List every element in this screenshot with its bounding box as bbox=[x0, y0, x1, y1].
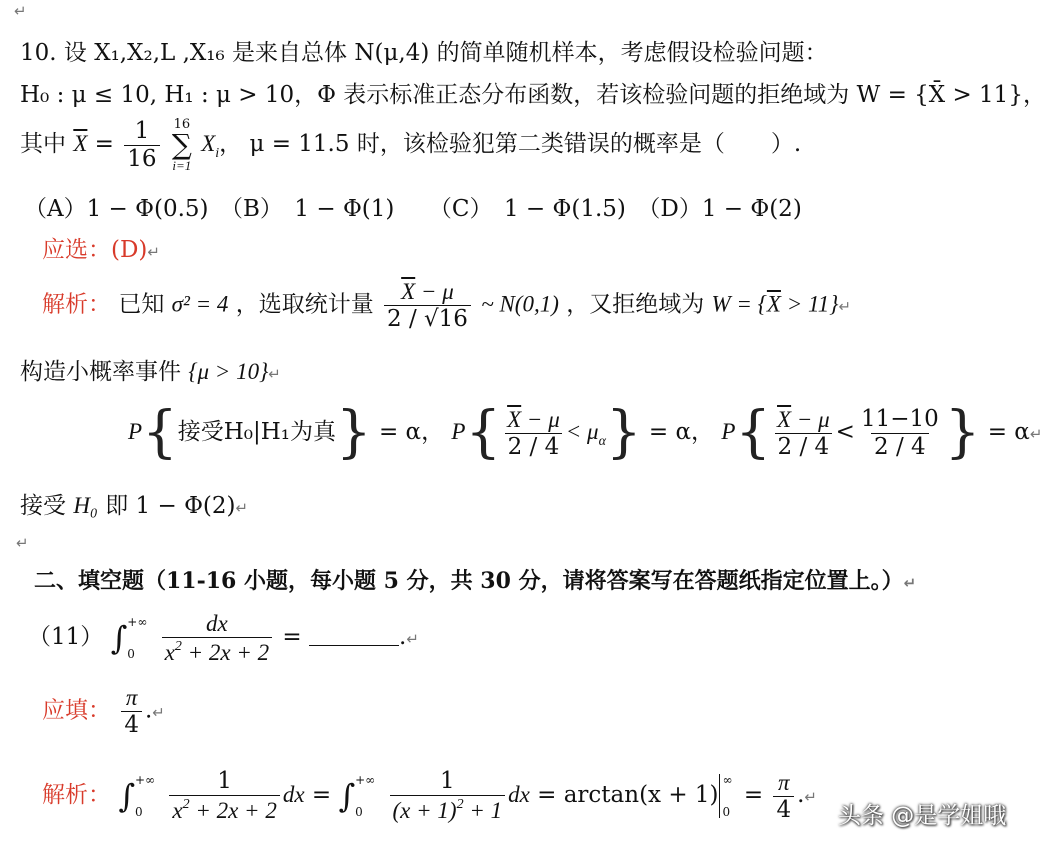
probability-line: P{接受H₀|H₁为真} = α， P{ $\frac{\overline{X} - \mu}{2 / 4}$ < $\mu_\alpha\} = \alpha$， P{ $\frac{\overline{X} - \mu}{2 / 4}$ < $\frac{11-10}{2 / 4}$ } = α↵ bbox=[128, 400, 1043, 465]
q10-analysis-text1: 已知 bbox=[118, 291, 165, 318]
section2-title: 二、填空题（11-16 小题，每小题 5 分，共 30 分，请将答案写在答题纸指定位置上。）↵ bbox=[34, 568, 917, 594]
q10-line2-text: H₀ : μ ≤ 10, H₁ : μ > 10，Φ 表示标准正态分布函数，若该检验问题的拒绝域为 W = {X̄ > 11}， bbox=[20, 82, 1046, 108]
q10-answer-label: 应选： bbox=[42, 237, 111, 263]
q10-analysis-text3: ，又拒绝域为 bbox=[566, 291, 705, 318]
q10-answer: 应选：(D)↵ bbox=[42, 237, 160, 263]
q11-analysis: 解析： ∫ +∞ 0 $\frac{1}{x^2 + 2x + 2}$ dx = ∫ +∞ 0 $\frac{1}{(x + 1)^2 + 1}$ dx = arctan(x + 1) ∞ 0 = $\frac{\pi}{4}$ .↵ bbox=[42, 768, 817, 823]
q10-line3: 其中 $\overline{X}$ = $\frac{1}{16}$ 16 ∑ i=1 $X_i$， μ = 11.5 时，该检验犯第二类错误的概率是（ ）. bbox=[20, 117, 802, 173]
accept-mid: 即 bbox=[105, 493, 129, 519]
construct-event-line: 构造小概率事件 {μ > 10}↵ bbox=[20, 359, 281, 385]
q11-answer: 应填： $\frac{\pi}{4}$ .↵ bbox=[42, 685, 165, 738]
q11-answer-label: 应填： bbox=[42, 697, 111, 724]
pi-over-4: $\frac{\pi}{4}$ bbox=[121, 686, 142, 737]
sigma-value: σ² = 4 bbox=[171, 291, 229, 317]
q11-result: arctan(x + 1) bbox=[563, 782, 719, 808]
accept-h0: H₀ bbox=[73, 493, 98, 518]
q10-analysis-text2: ，选取统计量 bbox=[235, 291, 374, 318]
watermark-text: 头条 @是学姐哦 bbox=[838, 803, 1007, 829]
xbar-symbol: $\overline{X}$ bbox=[73, 131, 88, 156]
q10-line3-prefix: 其中 bbox=[20, 131, 66, 157]
q10-line2 bbox=[20, 84, 1046, 107]
paragraph-mark: ↵ bbox=[16, 534, 29, 552]
fraction-1-16: $\frac{1}{16}$ bbox=[124, 120, 159, 171]
q10-analysis-label: 解析： bbox=[42, 291, 111, 318]
prob-text1: 接受H₀|H₁为真 bbox=[177, 419, 337, 445]
sum-symbol: 16 ∑ i=1 bbox=[171, 117, 192, 173]
q10-line1 bbox=[20, 42, 828, 65]
construct-prefix: 构造小概率事件 bbox=[20, 359, 181, 385]
q11-label: （11） bbox=[28, 624, 104, 650]
q10-options-text: （A）1 − Φ(0.5) （B） 1 − Φ(1) （C） 1 − Φ(1.5) （D）1 − Φ(2) bbox=[24, 196, 802, 222]
q10-line3-suffix: μ = 11.5 时，该检验犯第二类错误的概率是（ ）. bbox=[249, 131, 802, 157]
accept-value: 1 − Φ(2) bbox=[135, 493, 236, 519]
q10-options bbox=[24, 198, 802, 221]
q11-analysis-label: 解析： bbox=[42, 782, 111, 808]
q10-line1-text: 10. 设 X₁,X₂,L ,X₁₆ 是来自总体 N(μ,4) 的简单随机样本，考虑假设检验问题： bbox=[20, 40, 828, 66]
q11-integrand: $\frac{dx}{x^2 + 2x + 2}$ bbox=[162, 612, 272, 664]
q11-line: （11） ∫ +∞ 0 $\frac{dx}{x^2 + 2x + 2}$ = .↵ bbox=[28, 611, 419, 665]
accept-prefix: 接受 bbox=[20, 493, 66, 519]
section2-title-text: 二、填空题（11-16 小题，每小题 5 分，共 30 分，请将答案写在答题纸指定位置上。） bbox=[34, 568, 904, 594]
q10-answer-value: (D) bbox=[111, 237, 148, 263]
answer-blank bbox=[309, 625, 399, 646]
construct-event: μ > 10 bbox=[197, 359, 260, 384]
statistic-fraction: $\frac{\overline{X} - \mu}{2 / √16}$ bbox=[384, 280, 471, 331]
q10-analysis: 解析： 已知 σ² = 4 ，选取统计量 $\frac{\overline{X} - \mu}{2 / √16}$ ~ N(0,1) ，又拒绝域为 $W = \{\overline{X}$ > 11}↵ bbox=[42, 279, 852, 332]
accept-line: 接受 H₀ 即 1 − Φ(2)↵ bbox=[20, 493, 249, 519]
paragraph-mark: ↵ bbox=[14, 2, 27, 20]
